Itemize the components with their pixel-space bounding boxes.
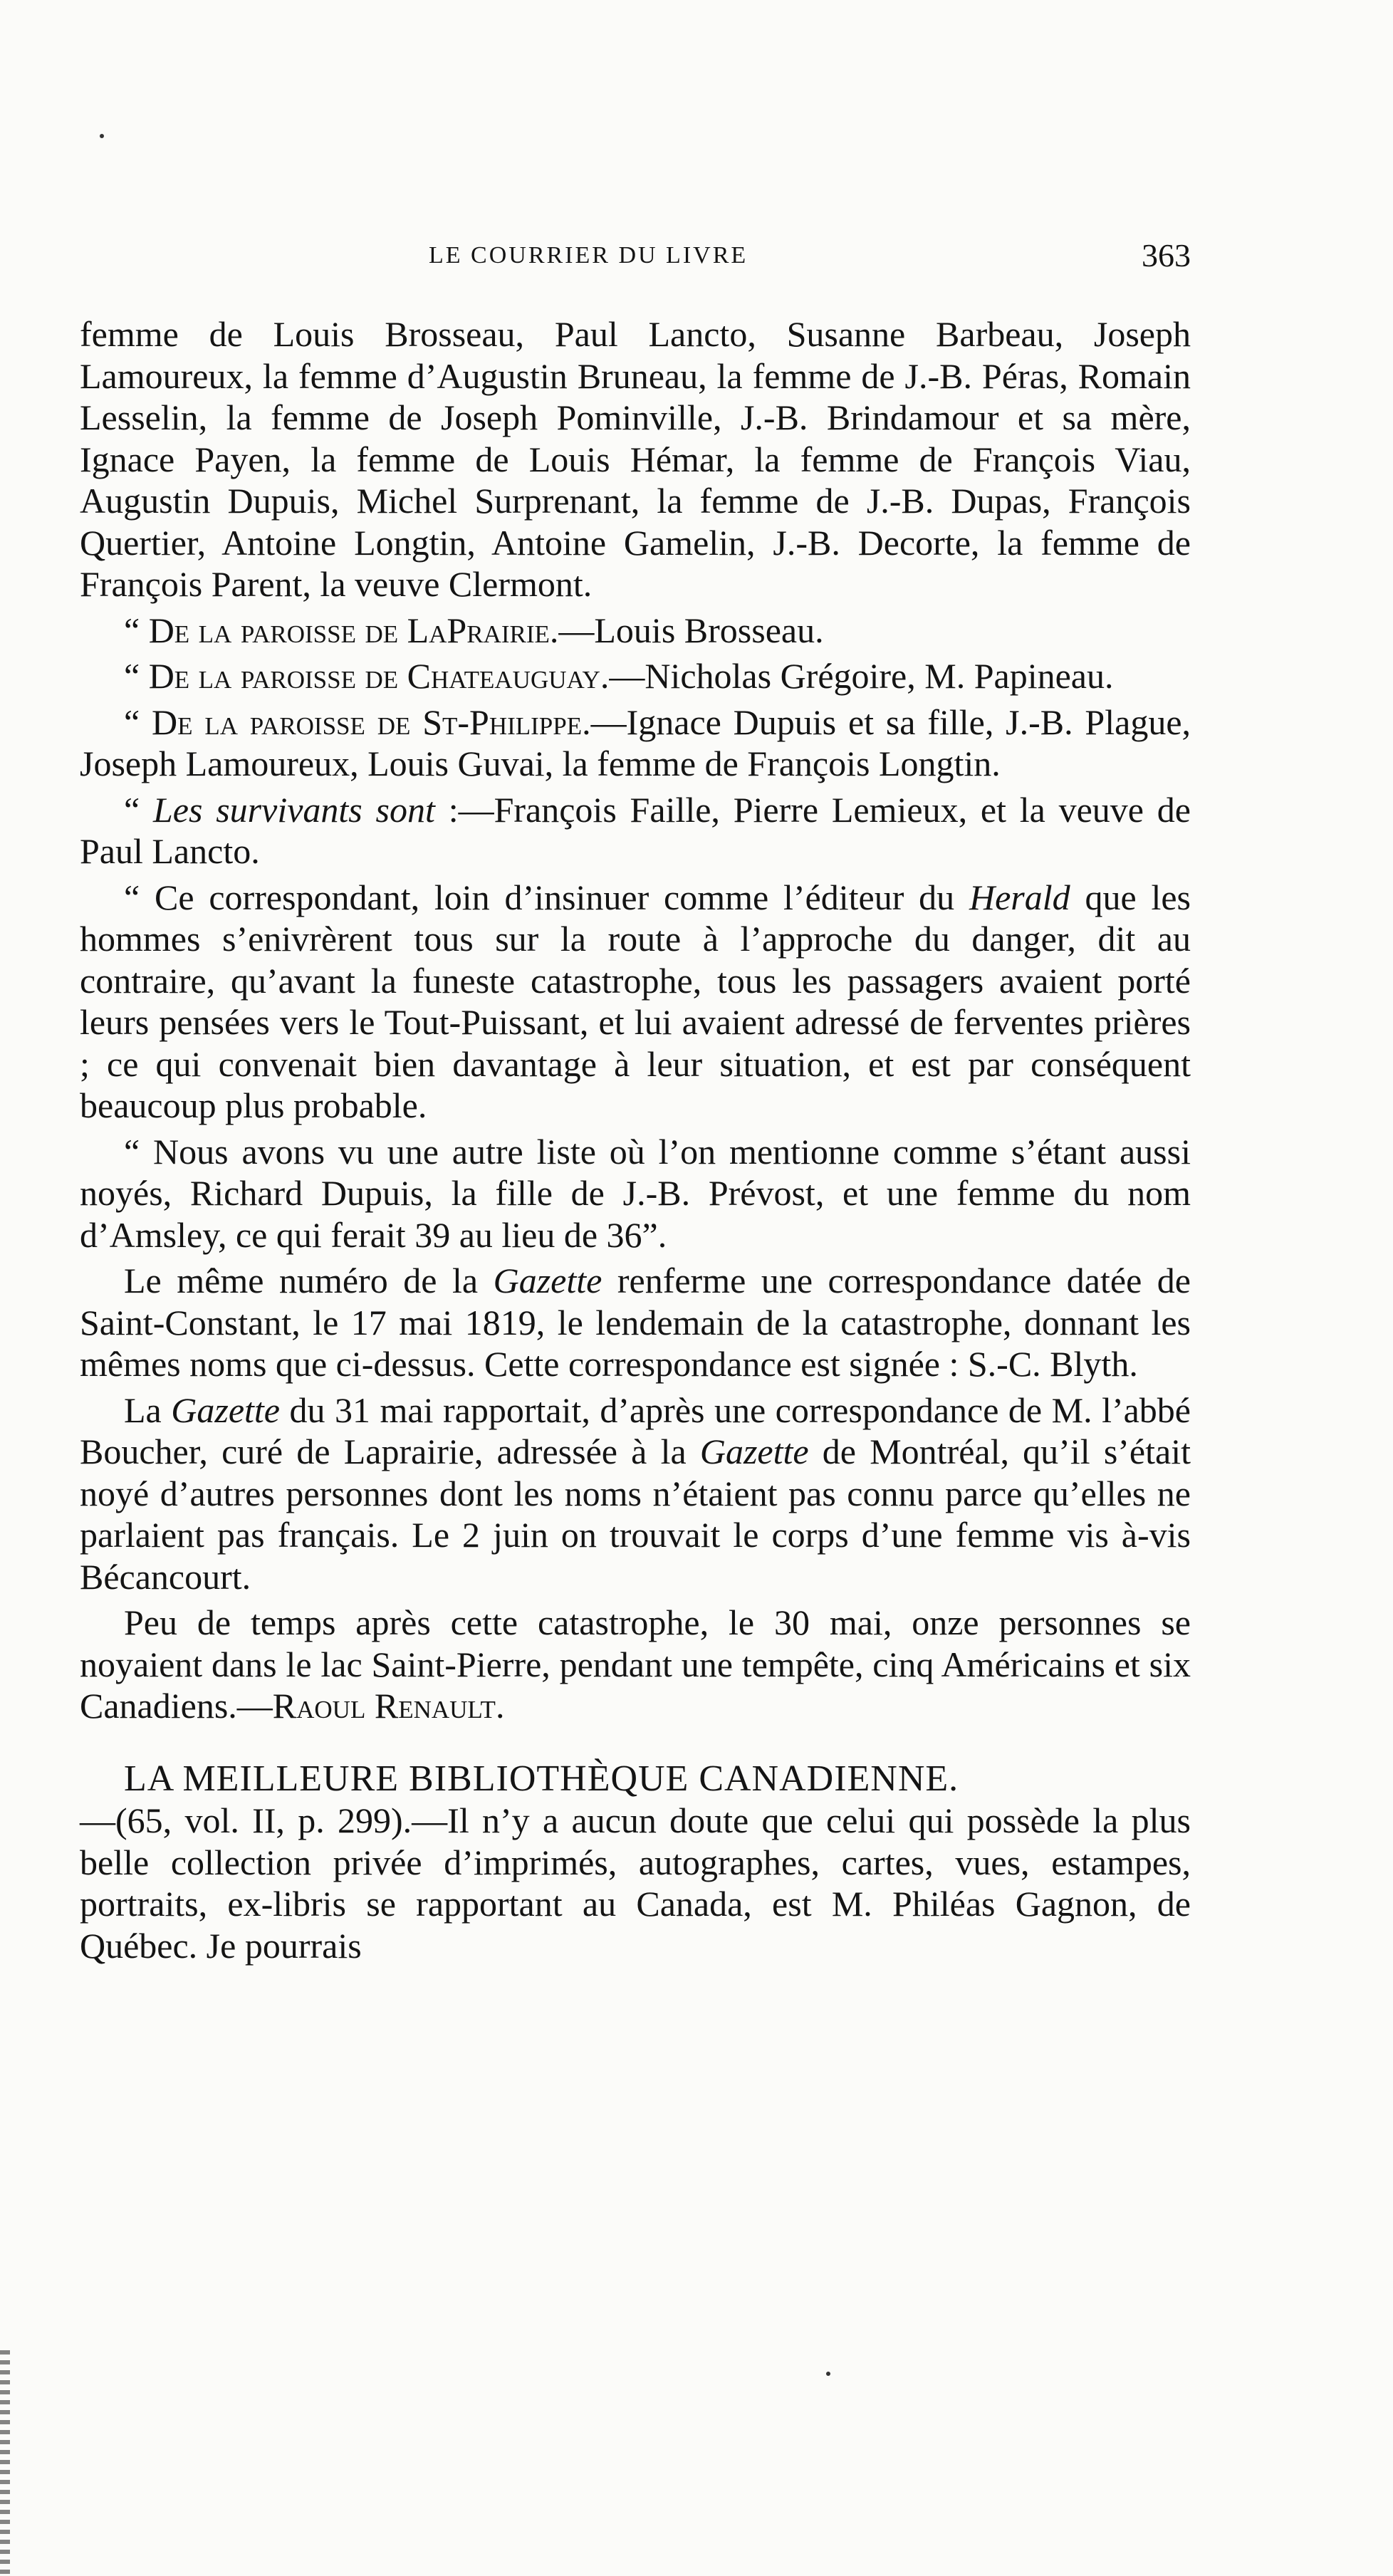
paragraph-text: —Louis Brosseau. — [558, 610, 824, 650]
paragraph — [80, 702, 1191, 785]
paragraph-text: “ Nous avons vu une autre liste où l’on mentionne comme s’étant aussi noyés, Richard Dupuis, la fille de J.-B. Prévost, et une femme du nom d’Amsley, ce qui ferait 39 au lieu de 36”. — [80, 1131, 1191, 1255]
page-header — [80, 237, 1191, 285]
paragraph-text: femme de Louis Brosseau, Paul Lancto, Susanne Barbeau, Joseph Lamoureux, la femme d’Augustin Bruneau, la femme de J.-B. Péras, Romain Lesselin, la femme de Joseph Pominville, J.-B. Brindamour et sa mère, Ignace Payen, la femme de Louis Hémar, la femme de François Viau, Augustin Dupuis, Michel Surprenant, la femme de J.-B. Dupas, François Quertier, Antoine Longtin, Antoine Gamelin, J.-B. Decorte, la femme de François Parent, la veuve Clermont. — [80, 314, 1191, 604]
paragraph-text: La — [124, 1389, 172, 1430]
paragraph-text: renferme une correspondance datée de Saint-Constant, le 17 mai 1819, le lendemain de la catastrophe, donnant les mêmes noms que ci-dessus. Cette correspondance est signée : S.-C. Blyth. — [80, 1261, 1191, 1384]
paragraph-text: “ — [124, 789, 153, 830]
parish-heading: “ De la paroisse de St-Philippe. — [124, 702, 591, 742]
italic-text: Les survivants sont — [152, 789, 435, 830]
paragraph-text: —(65, vol. II, p. 299).—Il n’y a aucun doute que celui qui possède la plus belle collection privée d’imprimés, autographes, cartes, vues, estampes, portraits, ex-libris se rapportant au Canada, est M. Philéas Gagnon, de Québec. Je pourrais — [80, 1800, 1191, 1966]
paragraph — [80, 610, 1191, 652]
paragraph — [80, 655, 1191, 697]
italic-text: Gazette — [493, 1261, 602, 1300]
paragraph — [80, 877, 1191, 1127]
paragraph — [80, 1389, 1191, 1598]
italic-text: Herald — [969, 877, 1070, 917]
parish-heading: “ De la paroisse de LaPrairie. — [124, 610, 559, 650]
section-title: LA MEILLEURE BIBLIOTHÈQUE CANADIENNE. — [124, 1758, 959, 1799]
author-signature: Raoul Renault. — [272, 1686, 505, 1726]
paragraph-text: :—François Faille, Pierre Lemieux, et la veuve de Paul Lancto. — [80, 789, 1191, 871]
italic-text: Gazette — [699, 1432, 809, 1471]
ink-speck — [100, 134, 104, 138]
paragraph-text: Peu de temps après cette catastrophe, le 30 mai, onze personnes se noyaient dans le lac Saint-Pierre, pendant une tempête, cinq Américains et six Canadiens.— — [80, 1602, 1191, 1726]
running-head: LE COURRIER DU LIVRE — [429, 242, 748, 268]
paragraph — [80, 1602, 1191, 1727]
page-edge-shadow — [0, 2350, 10, 2576]
paragraph-text: “ Ce correspondant, loin d’insinuer comme l’éditeur du — [124, 877, 969, 917]
page-number: 363 — [1142, 237, 1191, 273]
paragraph — [80, 1131, 1191, 1256]
italic-text: Gazette — [171, 1389, 280, 1430]
paragraph-text: de Montréal, qu’il s’était noyé d’autres personnes dont les noms n’étaient pas connu parce qu’elles ne parlaient pas français. Le 2 juin on trouvait le corps d’une femme vis à-vis Bécancourt. — [80, 1432, 1191, 1597]
ink-speck — [826, 2372, 830, 2376]
paragraph-text: Le même numéro de la — [124, 1261, 494, 1300]
paragraph — [80, 789, 1191, 872]
parish-heading: “ De la paroisse de Chateauguay. — [124, 656, 610, 696]
paragraph — [80, 1800, 1191, 1966]
body-text — [80, 313, 1191, 1966]
paragraph — [80, 313, 1191, 605]
paragraph-text: —Nicholas Grégoire, M. Papineau. — [609, 656, 1114, 696]
paragraph-text: du 31 mai rapportait, d’après une correspondance de M. l’abbé Boucher, curé de Laprairie, adressée à la — [80, 1389, 1191, 1471]
paragraph — [80, 1260, 1191, 1385]
paragraph-text: —Ignace Dupuis et sa fille, J.-B. Plague, Joseph Lamoureux, Louis Guvai, la femme de François Longtin. — [80, 702, 1191, 783]
paragraph-text: que les hommes s’enivrèrent tous sur la route à l’approche du danger, dit au contraire, qu’avant la funeste catastrophe, tous les passagers avaient porté leurs pensées vers le Tout-Puissant, et lui avaient adressé de ferventes prières ; ce qui convenait bien davantage à leur situation, et est par conséquent beaucoup plus probable. — [80, 877, 1191, 1125]
